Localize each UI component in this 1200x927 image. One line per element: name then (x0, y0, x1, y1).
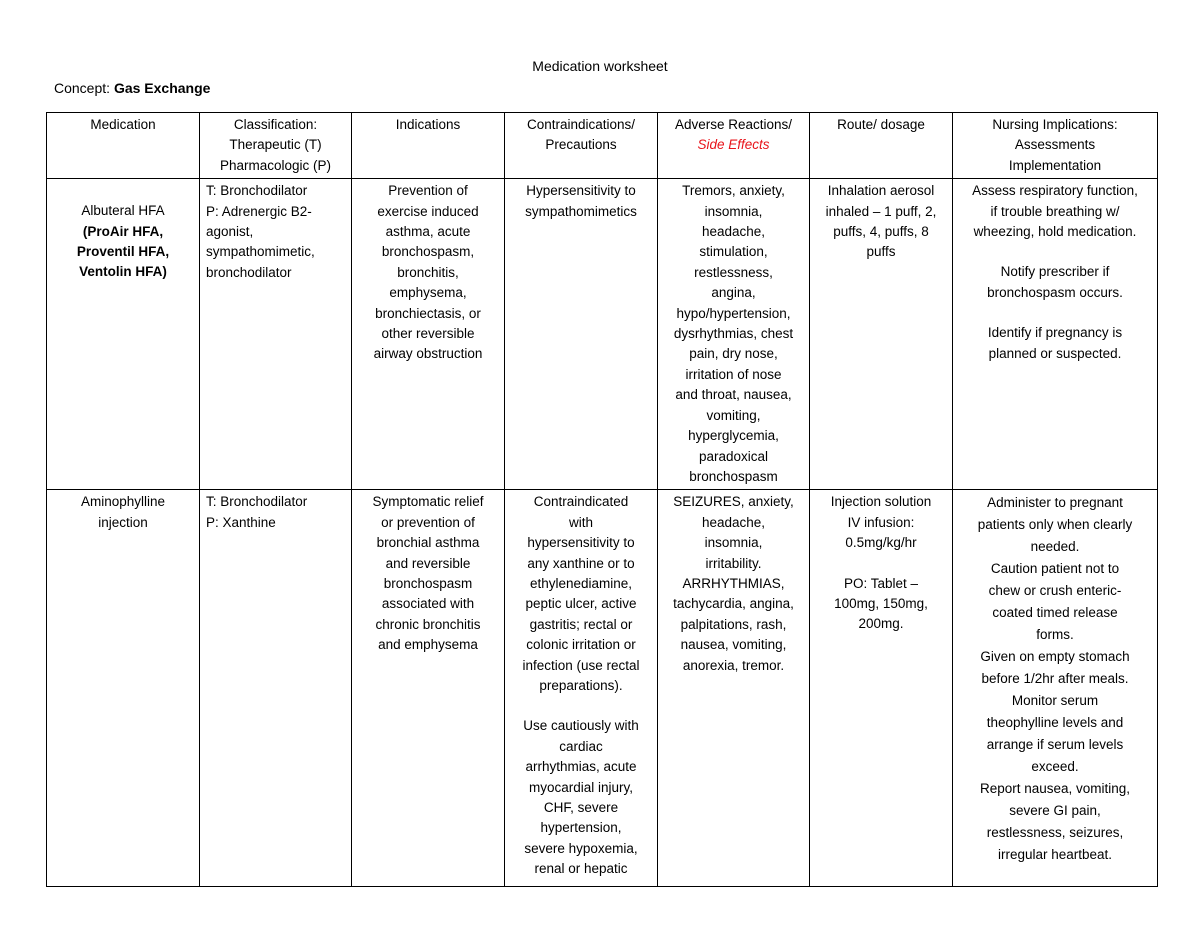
side-effects-label: Side Effects (697, 137, 770, 153)
contraindications-cell: Hypersensitivity to sympathomimetics (505, 179, 658, 490)
indications-cell: Symptomatic relief or prevention of bronchial asthma and reversible bronchospasm associated with chronic bronchitis and emphysema (352, 490, 505, 887)
nursing-cell: Assess respiratory function, if trouble breathing w/ wheezing, hold medication. Notify prescriber if bronchospasm occurs. Identify if pregnancy is planned or suspected. (953, 179, 1158, 490)
medication-table (46, 112, 1158, 887)
col-medication: Medication (47, 113, 200, 179)
indications-cell: Prevention of exercise induced asthma, acute bronchospasm, bronchitis, emphysema, bronchiectasis, or other reversible airway obstruction (352, 179, 505, 490)
medication-cell: Albuteral HFA (ProAir HFA, Proventil HFA, Ventolin HFA) (47, 179, 200, 490)
contraindications-cell: Contraindicated with hypersensitivity to any xanthine or to ethylenediamine, peptic ulcer, active gastritis; rectal or colonic irritation or infection (use rectal preparations). Use cautiously with cardiac arrhythmias, acute myocardial injury, CHF, severe hypertension, severe hypoxemia, renal or hepatic (505, 490, 658, 887)
route-cell: Inhalation aerosol inhaled – 1 puff, 2, puffs, 4, puffs, 8 puffs (810, 179, 953, 490)
concept-label: Concept: (54, 80, 111, 96)
col-classification: Classification: Therapeutic (T) Pharmacologic (P) (200, 113, 352, 179)
route-cell: Injection solution IV infusion: 0.5mg/kg/hr PO: Tablet – 100mg, 150mg, 200mg. (810, 490, 953, 887)
table-row (47, 179, 1158, 490)
header-row (47, 113, 1158, 179)
col-route: Route/ dosage (810, 113, 953, 179)
concept-value: Gas Exchange (113, 80, 211, 96)
adverse-cell: SEIZURES, anxiety, headache, insomnia, irritability. ARRHYTHMIAS, tachycardia, angina, palpitations, rash, nausea, vomiting, anorexia, tremor. (658, 490, 810, 887)
adverse-cell: Tremors, anxiety, insomnia, headache, stimulation, restlessness, angina, hypo/hypertension, dysrhythmias, chest pain, dry nose, irritation of nose and throat, nausea, vomiting, hyperglycemia, paradoxical bronchospasm (658, 179, 810, 490)
classification-cell: T: Bronchodilator P: Adrenergic B2- agonist, sympathomimetic, bronchodilator (200, 179, 352, 490)
medication-cell: Aminophylline injection (47, 490, 200, 887)
table-row (47, 490, 1158, 887)
concept-line (54, 80, 210, 96)
col-indications: Indications (352, 113, 505, 179)
classification-cell: T: Bronchodilator P: Xanthine (200, 490, 352, 887)
col-adverse: Adverse Reactions/ Side Effects (658, 113, 810, 179)
col-nursing: Nursing Implications: Assessments Implementation (953, 113, 1158, 179)
nursing-cell: Administer to pregnant patients only when clearly needed. Caution patient not to chew or crush enteric- coated timed release forms. Given on empty stomach before 1/2hr after meals. Monitor serum theophylline levels and arrange if serum levels exceed. Report nausea, vomiting, severe GI pain, restlessness, seizures, irregular heartbeat. (953, 490, 1158, 887)
col-contraindications: Contraindications/ Precautions (505, 113, 658, 179)
page-title: Medication worksheet (532, 58, 668, 74)
